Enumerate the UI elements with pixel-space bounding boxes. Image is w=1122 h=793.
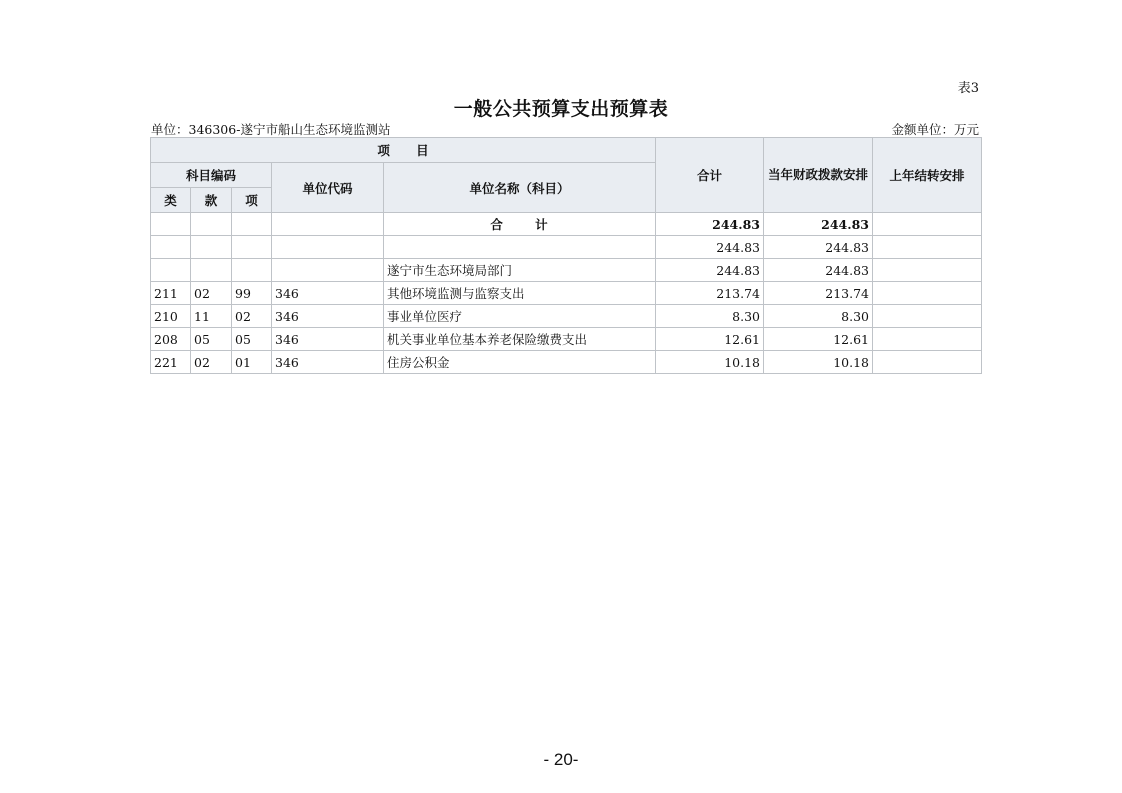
cell-kuan	[191, 259, 232, 282]
header-carryover: 上年结转安排	[873, 138, 982, 213]
unit-label: 单位：346306-遂宁市船山生态环境监测站	[151, 122, 391, 137]
budget-table	[150, 137, 982, 374]
total-carryover	[873, 213, 982, 236]
cell-total: 244.83	[656, 236, 764, 259]
total-amount: 244.83	[656, 213, 764, 236]
page-title: 一般公共预算支出预算表	[453, 98, 669, 120]
header-total: 合计	[656, 138, 764, 213]
cell-lei	[151, 236, 191, 259]
amount-unit-label: 金额单位：万元	[891, 122, 979, 137]
cell-kuan	[191, 236, 232, 259]
cell-name: 遂宁市生态环境局部门	[384, 259, 656, 282]
table-row	[151, 282, 982, 305]
cell-name: 住房公积金	[384, 351, 656, 374]
cell-xiang: 99	[232, 282, 272, 305]
header-lei: 类	[151, 188, 191, 213]
table-row	[151, 351, 982, 374]
cell-total: 12.61	[656, 328, 764, 351]
cell-xiang: 02	[232, 305, 272, 328]
cell-carryover	[873, 282, 982, 305]
cell-lei: 208	[151, 328, 191, 351]
cell-carryover	[873, 236, 982, 259]
cell-name: 机关事业单位基本养老保险缴费支出	[384, 328, 656, 351]
cell-kuan: 02	[191, 282, 232, 305]
header-current-year: 当年财政拨款安排	[764, 138, 873, 213]
cell-carryover	[873, 351, 982, 374]
cell-kuan: 05	[191, 328, 232, 351]
table-row	[151, 305, 982, 328]
cell-xiang	[232, 259, 272, 282]
cell-unit-code: 346	[272, 305, 384, 328]
header-subject-code: 科目编码	[151, 163, 272, 188]
cell-current-year: 213.74	[764, 282, 873, 305]
page-number: - 20-	[543, 750, 579, 769]
cell-total: 8.30	[656, 305, 764, 328]
cell-name	[384, 236, 656, 259]
table-row-total	[151, 213, 982, 236]
cell-unit-code	[272, 236, 384, 259]
cell-name: 其他环境监测与监察支出	[384, 282, 656, 305]
header-kuan: 款	[191, 188, 232, 213]
cell-unit-code	[272, 259, 384, 282]
total-current-year: 244.83	[764, 213, 873, 236]
cell-total: 244.83	[656, 259, 764, 282]
cell-kuan: 02	[191, 351, 232, 374]
cell-unit-code: 346	[272, 282, 384, 305]
cell-lei: 221	[151, 351, 191, 374]
cell-name: 事业单位医疗	[384, 305, 656, 328]
header-unit-name: 单位名称（科目）	[384, 163, 656, 213]
table-row	[151, 259, 982, 282]
cell-lei	[151, 259, 191, 282]
cell-xiang: 01	[232, 351, 272, 374]
cell-total: 10.18	[656, 351, 764, 374]
header-unit-code: 单位代码	[272, 163, 384, 213]
cell-lei: 210	[151, 305, 191, 328]
table-row	[151, 328, 982, 351]
cell-current-year: 244.83	[764, 259, 873, 282]
cell-xiang: 05	[232, 328, 272, 351]
cell-current-year: 244.83	[764, 236, 873, 259]
cell-current-year: 10.18	[764, 351, 873, 374]
total-label: 合 计	[384, 213, 656, 236]
cell-carryover	[873, 305, 982, 328]
cell-unit-code: 346	[272, 351, 384, 374]
cell-lei: 211	[151, 282, 191, 305]
header-xiang: 项	[232, 188, 272, 213]
cell-current-year: 8.30	[764, 305, 873, 328]
header-item: 项 目	[151, 138, 656, 163]
table-number: 表3	[957, 81, 979, 96]
cell-carryover	[873, 328, 982, 351]
cell-kuan: 11	[191, 305, 232, 328]
cell-xiang	[232, 236, 272, 259]
cell-unit-code: 346	[272, 328, 384, 351]
cell-total: 213.74	[656, 282, 764, 305]
cell-current-year: 12.61	[764, 328, 873, 351]
table-row	[151, 236, 982, 259]
cell-carryover	[873, 259, 982, 282]
